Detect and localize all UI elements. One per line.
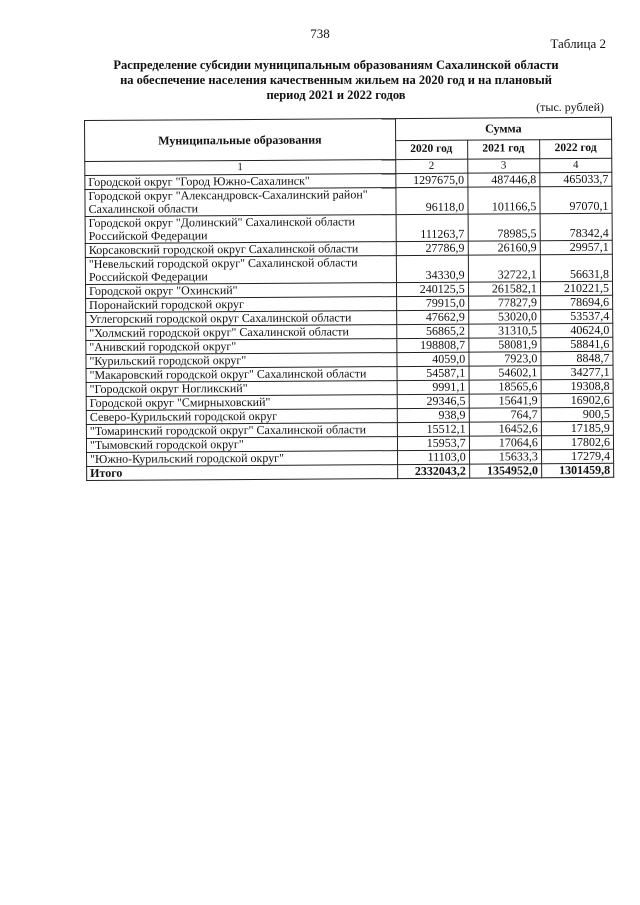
value-2022: 17279,4 [541,449,613,463]
value-2022: 40624,0 [541,323,613,337]
municipality-name: Городской округ "Охинский" [86,283,397,299]
value-2020: 34330,9 [396,255,468,282]
title-line: Распределение субсидии муниципальным образованиям Сахалинской области [113,58,559,72]
value-2020: 4059,0 [397,352,469,366]
page-number: 738 [310,26,330,41]
value-2021: 54602,1 [469,366,541,380]
municipality-name: Корсаковский городской округ Сахалинской области [85,242,396,258]
value-2021: 31310,5 [468,324,540,338]
value-2020: 56865,2 [396,324,468,338]
value-2020: 198808,7 [396,338,468,352]
value-2022: 56631,8 [540,254,612,281]
value-2022: 17185,9 [541,421,613,435]
value-2021: 78985,5 [468,214,540,241]
value-2022: 8848,7 [541,351,613,365]
total-row [87,463,614,480]
value-2022: 78694,6 [540,295,612,309]
header-year-2022: 2022 год [539,139,611,159]
value-2020: 938,9 [397,408,469,422]
column-number: 1 [85,160,396,176]
title-line: период 2021 и 2022 годов [266,88,406,102]
municipality-name: "Томаринский городской округ" Сахалинской области [86,423,397,439]
value-2021: 15641,9 [469,394,541,408]
municipality-name: Углегорский городской округ Сахалинской области [86,311,397,327]
value-2020: 27786,9 [396,241,468,255]
value-2021: 261582,1 [468,282,540,296]
municipality-name: "Тымовский городской округ" [86,437,397,453]
value-2020: 47662,9 [396,310,468,324]
value-2020: 11103,0 [397,450,469,464]
subsidy-table [84,117,614,481]
value-2021: 487446,8 [468,173,540,187]
value-2021: 32722,1 [468,255,540,282]
table-label: Таблица 2 [550,36,606,51]
title-line: на обеспечение населения качественным жильем на 2020 год и на плановый [120,73,552,87]
header-year-2021: 2021 год [467,139,539,159]
value-2020: 9991,1 [397,380,469,394]
value-2020: 240125,5 [396,282,468,296]
value-2020: 96118,0 [395,187,467,214]
column-number: 4 [540,158,612,172]
value-2022: 34277,1 [541,365,613,379]
value-2022: 78342,4 [540,213,612,240]
value-2022: 17802,6 [541,435,613,449]
total-2021: 1354952,0 [469,464,541,478]
value-2021: 15633,3 [469,450,541,464]
municipality-name: Городской округ "Александровск-Сахалинский район" Сахалинской области [85,188,396,217]
municipality-name: Городской округ "Смирныховский" [86,395,397,411]
total-2020: 2332043,2 [397,464,469,478]
municipality-name: "Невельский городской округ" Сахалинской области Российской Федерации [85,256,396,285]
value-2022: 465033,7 [540,172,612,186]
value-2021: 7923,0 [469,352,541,366]
total-2022: 1301459,8 [541,463,613,477]
value-2022: 53537,4 [540,309,612,323]
column-number: 2 [395,159,467,173]
value-2021: 18565,6 [469,380,541,394]
municipality-name: "Южно-Курильский городской округ" [87,451,398,467]
municipality-name: "Курильский городской округ" [86,353,397,369]
document-title [96,58,576,103]
value-2021: 77827,9 [468,296,540,310]
municipality-name: "Анивский городской округ" [86,339,397,355]
header-year-2020: 2020 год [395,140,467,160]
value-2020: 15512,1 [397,422,469,436]
units-label: (тыс. рублей) [536,100,604,114]
table-row [85,213,612,243]
value-2020: 29346,5 [397,394,469,408]
header-sum: Сумма [395,117,612,140]
value-2021: 17064,6 [469,436,541,450]
header-municipalities: Муниципальные образования [85,119,396,162]
municipality-name: "Макаровский городской округ" Сахалинской области [86,367,397,383]
value-2021: 101166,5 [468,187,540,214]
value-2022: 19308,8 [541,379,613,393]
municipality-name: Городской округ "Долинский" Сахалинской области Российской Федерации [85,215,396,244]
table-row [85,254,612,284]
table-row [85,186,612,216]
value-2022: 16902,6 [541,393,613,407]
table-body [85,172,614,466]
value-2020: 79915,0 [396,296,468,310]
value-2020: 54587,1 [397,366,469,380]
municipality-name: Поронайский городской округ [86,297,397,313]
value-2022: 97070,1 [540,186,612,213]
value-2020: 1297675,0 [395,173,467,187]
column-number: 3 [467,159,539,173]
total-label: Итого [87,465,398,481]
value-2021: 764,7 [469,408,541,422]
value-2022: 210221,5 [540,281,612,295]
municipality-name: "Городской округ Ногликский" [86,381,397,397]
value-2020: 111263,7 [396,214,468,241]
value-2021: 16452,6 [469,422,541,436]
municipality-name: Городской округ "Город Южно-Сахалинск" [85,174,396,190]
value-2022: 900,5 [541,407,613,421]
value-2022: 58841,6 [541,337,613,351]
value-2021: 58081,9 [469,338,541,352]
value-2020: 15953,7 [397,436,469,450]
municipality-name: Северо-Курильский городской округ [86,409,397,425]
municipality-name: "Холмский городской округ" Сахалинской области [86,325,397,341]
value-2021: 26160,9 [468,241,540,255]
value-2022: 29957,1 [540,240,612,254]
value-2021: 53020,0 [468,310,540,324]
